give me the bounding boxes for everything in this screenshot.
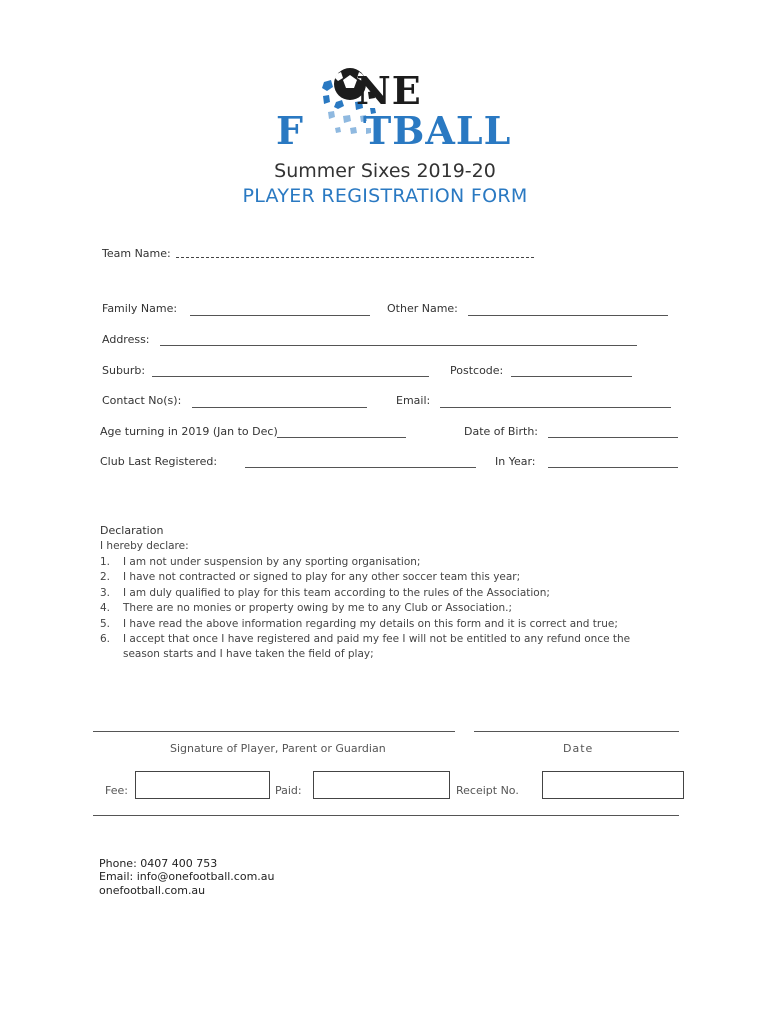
suburb-label: Suburb: [102,364,146,377]
declaration-item: I accept that once I have registered and paid my fee I will not be entitled to any refund once the [123,633,631,645]
declaration-item: There are no monies or property owing by me to any Club or Association.; [123,602,512,614]
email-field[interactable] [440,407,671,408]
paid-label: Paid: [275,784,302,797]
team-name-label: Team Name: [102,247,171,260]
contact-label: Contact No(s): [102,394,182,407]
declaration-number: 1. [100,556,111,568]
footer-phone: Phone: 0407 400 753 [99,857,218,870]
declaration-item: I am not under suspension by any sporting organisation; [123,556,421,568]
age-field[interactable] [277,437,406,438]
declaration-number: 4. [100,602,111,614]
declaration-heading: Declaration [100,524,164,537]
dob-field[interactable] [548,437,678,438]
dob-label: Date of Birth: [464,425,539,438]
age-label: Age turning in 2019 (Jan to Dec) [100,425,278,438]
footer-website[interactable]: onefootball.com.au [99,884,206,897]
declaration-number: 5. [100,618,111,630]
postcode-label: Postcode: [450,364,504,377]
logo-text-tball: TBALL [363,108,512,153]
postcode-field[interactable] [511,376,632,377]
in-year-field[interactable] [548,467,678,468]
team-name-field[interactable] [176,257,534,258]
other-name-field[interactable] [468,315,668,316]
suburb-field[interactable] [152,376,429,377]
date-label: Date [563,742,594,755]
family-name-field[interactable] [190,315,370,316]
declaration-item: I have not contracted or signed to play for any other soccer team this year; [123,571,521,583]
in-year-label: In Year: [495,455,536,468]
footer-email[interactable]: Email: info@onefootball.com.au [99,870,275,883]
receipt-input[interactable] [542,771,684,799]
declaration-item-continued: season starts and I have taken the field of play; [123,648,374,660]
address-label: Address: [102,333,150,346]
logo-text-f: F [276,108,303,153]
email-label: Email: [396,394,431,407]
club-field[interactable] [245,467,476,468]
paid-input[interactable] [313,771,450,799]
address-field[interactable] [160,345,637,346]
declaration-number: 2. [100,571,111,583]
club-label: Club Last Registered: [100,455,218,468]
form-subtitle: PLAYER REGISTRATION FORM [242,185,528,207]
other-name-label: Other Name: [387,302,458,315]
fee-input[interactable] [135,771,270,799]
receipt-label: Receipt No. [456,784,519,797]
declaration-number: 3. [100,587,111,599]
family-name-label: Family Name: [102,302,178,315]
declaration-intro: I hereby declare: [100,540,189,552]
declaration-item: I am duly qualified to play for this team according to the rules of the Association; [123,587,550,599]
date-field[interactable] [474,731,679,732]
contact-field[interactable] [192,407,367,408]
fee-label: Fee: [105,784,128,797]
form-title: Summer Sixes 2019-20 [274,160,496,182]
declaration-number: 6. [100,633,111,645]
logo-text-one: NE [356,68,422,113]
divider [93,815,679,816]
signature-label: Signature of Player, Parent or Guardian [170,742,386,755]
signature-field[interactable] [93,731,455,732]
declaration-item: I have read the above information regarding my details on this form and it is correct and true; [123,618,618,630]
